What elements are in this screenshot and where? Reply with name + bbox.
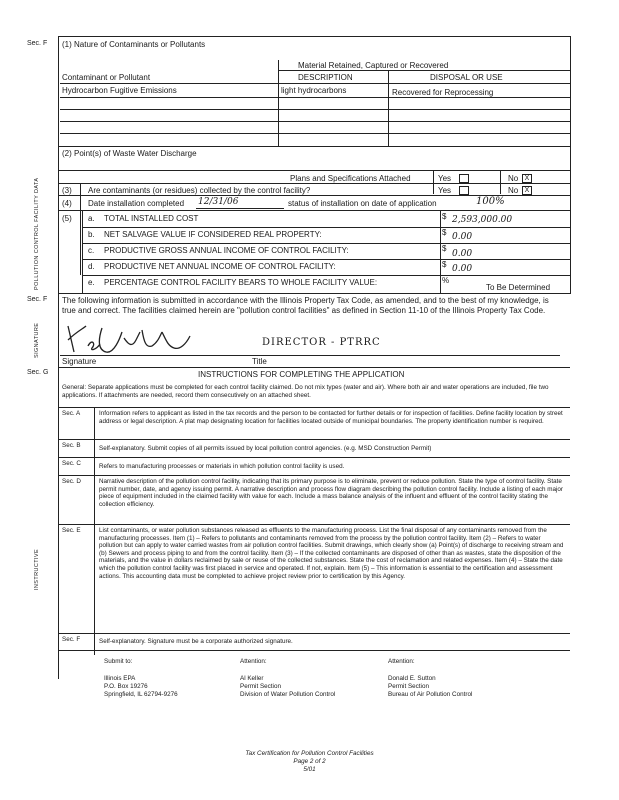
cost-a-line xyxy=(82,227,570,228)
sec-c-text: Refers to manufacturing processes or materials in which pollution control facility is used. xyxy=(99,463,345,470)
row-contaminant: Hydrocarbon Fugitive Emissions xyxy=(62,86,177,95)
sec-e-text: List contaminants, or water pollution substances released as effluents to the manufacturing process. List the final disposal of any contaminants removed from the manufacturing processes. Item (1) – Refers to pollutants and contaminants removed from the process by the pollution control facility. Item (2) – Refers to water pollution but can apply to water carried wastes from air pollution control facilities. Submit drawings, which clearly show (a) Point(s) of discharge to receiving stream and (b) Sewers and process piping to and from the control facility. Item (3) – If the collected contaminants are disposed of other than as wastes, state the disposition of the materials, and the value in dollars reclaimed by sale or reuse of the collected substances. State the cost of reclamation and related expenses. Item (4) – State the date which the pollution control facility was first placed in service and operated. If not, explain. Item (5) – This information is essential to the certification and assessment actions. This accounting data must be completed to achieve project review prior to certification by this Agency. xyxy=(99,527,564,580)
col-description-header: DESCRIPTION xyxy=(298,73,353,82)
sec-column-divider xyxy=(94,407,95,655)
sec-a-text: Information refers to applicant as listed in the tax records and the person to be contacted for further details or for inspection of facilities. Define facility location by street address or legal description. A plat map designating location for facilities located outside of municipal boundaries. The property identification number is required. xyxy=(99,410,563,425)
sec-f-text: Self-explanatory. Signature must be a corporate authorized signature. xyxy=(99,638,293,645)
sec-b-text: Self-explanatory. Submit copies of all permits issued by local pollution control agencies. (e.g. MSD Construction Permit) xyxy=(99,445,432,452)
side-label-signature: SIGNATURE xyxy=(34,322,40,358)
cost-b-value[interactable]: 0.00 xyxy=(452,232,473,242)
plans-question: Plans and Specifications Attached xyxy=(290,174,411,183)
q3-no-label: No xyxy=(508,186,519,195)
cost-b-letter: b. xyxy=(88,230,95,239)
signature-line xyxy=(60,355,560,356)
signature-label: Signature xyxy=(62,357,97,366)
air-line-1: Donald E. Sutton xyxy=(388,675,436,682)
cost-d-line xyxy=(82,275,570,276)
section-label-f-signature: Sec. F xyxy=(27,296,48,303)
frame-left-border xyxy=(58,36,59,294)
water-line-3: Division of Water Pollution Control xyxy=(240,691,336,698)
cost-d-value[interactable]: 0.00 xyxy=(452,264,473,274)
instructions-general: General: Separate applications must be completed for each control facility claimed. Do not mix types (water and air). Where both air and water operations are included, file two applications. If attachments are needed, record them consecutively on an attached sheet. xyxy=(62,384,549,399)
cost-b-label: NET SALVAGE VALUE IF CONSIDERED REAL PROPERTY: xyxy=(104,230,322,239)
q4-number: (4) xyxy=(62,199,72,208)
section-label-f: Sec. F xyxy=(27,40,48,47)
q4-date-underline xyxy=(196,208,284,209)
part1-title: (1) Nature of Contaminants or Pollutants xyxy=(62,40,206,49)
signature-bottom-line xyxy=(58,367,570,368)
plans-no-label: No xyxy=(508,174,519,183)
material-header: Material Retained, Captured or Recovered xyxy=(298,61,449,70)
footer-date: 5/01 xyxy=(303,766,316,773)
q3-yes-label: Yes xyxy=(438,186,452,195)
handwritten-title[interactable]: DIRECTOR - PTRRC xyxy=(262,337,381,348)
sec-c-top-line xyxy=(58,457,570,458)
frame-top-border xyxy=(58,36,570,37)
table-row-line-3 xyxy=(60,121,570,122)
footer-page: Page 2 of 2 xyxy=(293,758,326,765)
cost-c-value[interactable]: 0.00 xyxy=(452,249,473,259)
cost-c-currency: $ xyxy=(442,244,447,253)
q5-number: (5) xyxy=(62,214,72,223)
sec-f-bottom-line xyxy=(58,650,570,651)
certification-text: The following information is submitted in accordance with the Illinois Property Tax Code, as amended, and to the best of my knowledge, is true and correct. The facilities claimed herein are "pollution control facilities" as defined in Section 11-10 of the Illinois Property Tax Code. xyxy=(62,296,549,315)
sec-d-text: Narrative description of the pollution control facility, indicating that its primary purpose is to eliminate, prevent or reduce pollution. State the type of control facility. State permit number, date, and agency issuing permit. A narrative description and process flow diagram describing the pollution control facility. Include a listing of each major piece of equipment included in the claimed facility with value for each. Include a mass balance analysis of the influent and effluent of the control facility stating the collection efficiency. xyxy=(99,478,563,508)
section-label-g: Sec. G xyxy=(27,369,49,376)
cost-d-currency: $ xyxy=(442,260,447,269)
row-description: light hydrocarbons xyxy=(281,86,347,95)
cost-b-line xyxy=(82,243,570,244)
air-line-2: Permit Section xyxy=(388,683,429,690)
cost-a-label: TOTAL INSTALLED COST xyxy=(104,214,199,223)
agency-line-1: Illinois EPA xyxy=(104,675,136,682)
part2-title: (2) Point(s) of Waste Water Discharge xyxy=(62,149,197,158)
q4-date-value[interactable]: 12/31/06 xyxy=(198,197,239,207)
part1-bottom-line xyxy=(58,146,570,147)
submit-to-label: Submit to: xyxy=(104,658,133,665)
side-label-pollution-control: POLLUTION CONTROL FACILITY DATA xyxy=(34,177,40,290)
sec-a-top-line xyxy=(58,407,570,408)
water-line-2: Permit Section xyxy=(240,683,281,690)
sec-d-label: Sec. D xyxy=(62,478,81,485)
table-row-line-1 xyxy=(60,97,570,98)
cost-e-value[interactable]: To Be Determined xyxy=(486,283,551,292)
cost-c-line xyxy=(82,259,570,260)
cost-d-label: PRODUCTIVE NET ANNUAL INCOME OF CONTROL FACILITY: xyxy=(104,262,336,271)
side-label-instructive: INSTRUCTIVE xyxy=(34,548,40,590)
q5-value-divider xyxy=(440,210,441,294)
q3-yes-checkbox[interactable] xyxy=(459,186,469,195)
air-line-3: Bureau of Air Pollution Control xyxy=(388,691,473,698)
cost-c-letter: c. xyxy=(88,246,95,255)
sec-e-label: Sec. E xyxy=(62,527,81,534)
cost-e-currency: % xyxy=(442,276,450,285)
cost-d-letter: d. xyxy=(88,262,95,271)
signature-left-border xyxy=(58,293,59,367)
frame-right-border xyxy=(570,36,571,294)
cost-e-letter: e. xyxy=(88,278,95,287)
cost-a-currency: $ xyxy=(442,212,447,221)
cost-e-label: PERCENTAGE CONTROL FACILITY BEARS TO WHOLE FACILITY VALUE: xyxy=(104,278,378,287)
q3-number: (3) xyxy=(62,186,72,195)
instructions-heading: INSTRUCTIONS FOR COMPLETING THE APPLICATION xyxy=(198,370,405,379)
part2-bottom-line xyxy=(58,170,570,171)
col-header-line xyxy=(60,83,570,84)
agency-line-3: Springfield, IL 62794-9276 xyxy=(104,691,178,698)
col-disposal-header: DISPOSAL OR USE xyxy=(430,73,503,82)
description-disposal-divider xyxy=(388,70,389,146)
material-header-line xyxy=(278,70,570,71)
sec-b-top-line xyxy=(58,439,570,440)
q4-status-text: status of installation on date of application xyxy=(288,199,437,208)
sec-e-top-line xyxy=(58,524,570,525)
sec-d-top-line xyxy=(58,475,570,476)
attention-air-label: Attention: xyxy=(388,658,415,665)
sec-b-label: Sec. B xyxy=(62,442,81,449)
q5-letter-divider xyxy=(82,210,83,294)
question-number-divider xyxy=(80,183,81,275)
cost-a-value[interactable]: 2,593,000.00 xyxy=(452,215,513,225)
q3-no-checkbox[interactable]: X xyxy=(522,186,532,195)
water-line-1: Al Keller xyxy=(240,675,264,682)
cost-a-letter: a. xyxy=(88,214,95,223)
attention-water-label: Attention: xyxy=(240,658,267,665)
plans-no-checkbox[interactable]: X xyxy=(522,174,532,183)
sec-a-label: Sec. A xyxy=(62,410,81,417)
table-row-line-4 xyxy=(60,133,570,134)
sec-f-label: Sec. F xyxy=(62,636,81,643)
plans-line xyxy=(58,183,570,184)
agency-line-2: P.O. Box 19276 xyxy=(104,683,148,690)
q4-line xyxy=(58,210,570,211)
q4-text: Date installation completed xyxy=(88,199,185,208)
sec-f-top-line xyxy=(58,633,570,634)
footer-title: Tax Certification for Pollution Control Facilities xyxy=(245,750,374,757)
sec-c-label: Sec. C xyxy=(62,460,81,467)
col-contaminant-header: Contaminant or Pollutant xyxy=(62,73,151,82)
plans-yes-label: Yes xyxy=(438,174,452,183)
title-label: Title xyxy=(252,357,267,366)
q4-status-value[interactable]: 100% xyxy=(476,196,505,207)
plans-yes-checkbox[interactable] xyxy=(459,174,469,183)
q3-text: Are contaminants (or residues) collected by the control facility? xyxy=(88,186,311,195)
row-disposal: Recovered for Reprocessing xyxy=(392,88,494,97)
part5-bottom-line xyxy=(58,293,570,294)
signature-image xyxy=(62,318,202,360)
cost-b-currency: $ xyxy=(442,228,447,237)
table-row-line-2 xyxy=(60,109,570,110)
cost-c-label: PRODUCTIVE GROSS ANNUAL INCOME OF CONTROL FACILITY: xyxy=(104,246,349,255)
